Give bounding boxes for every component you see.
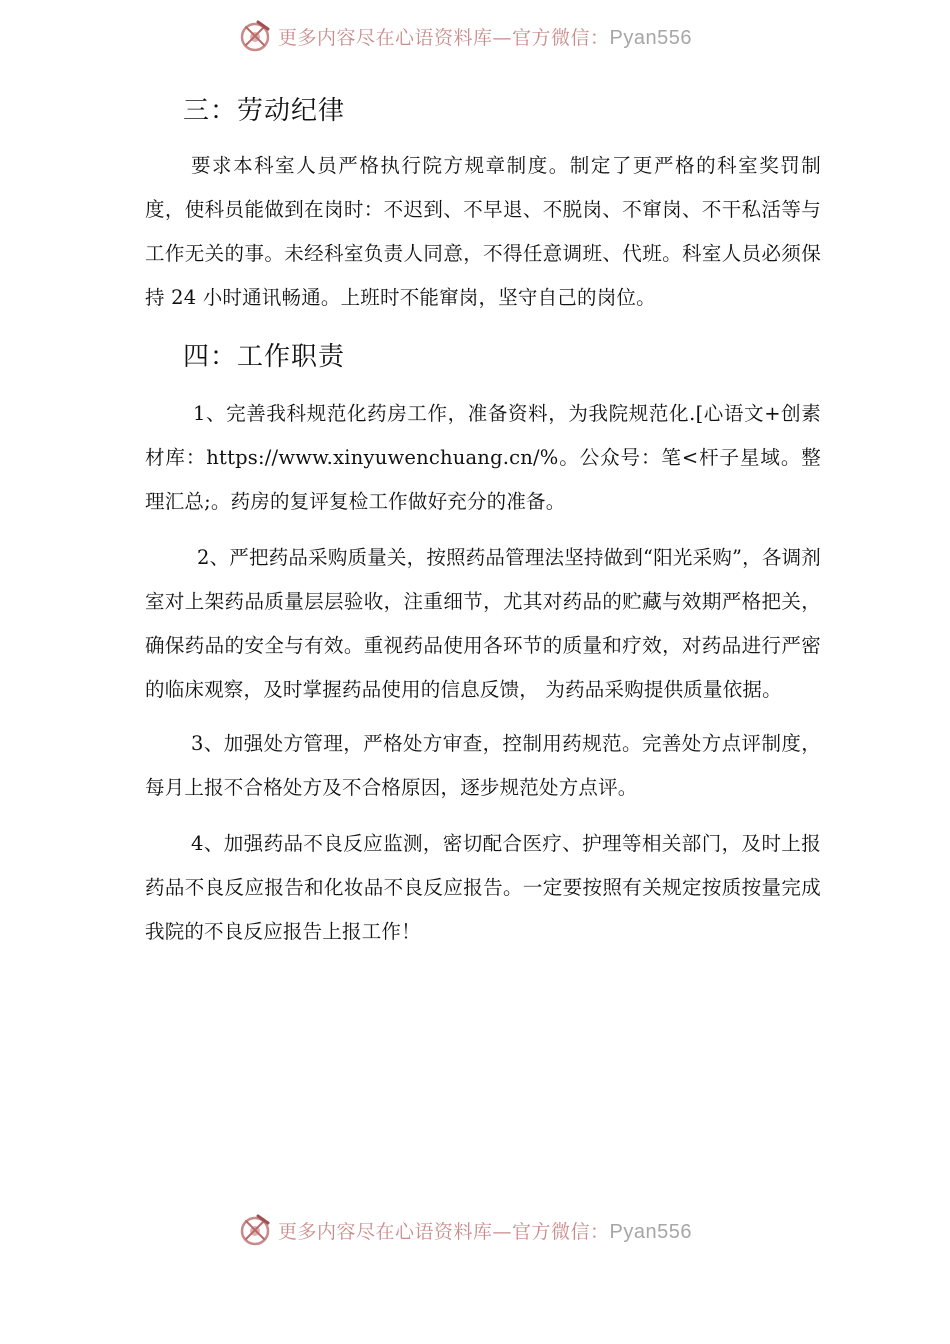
- duty-item-1: 1、完善我科规范化药房工作，准备资料，为我院规范化.[心语文+创素材库：https://www.xinyuwenchuang.cn/%。公众号：笔<杆子星域。整理汇总;。药房的复评复检工作做好充分的准备。: [145, 402, 821, 513]
- brand-logo-icon: [238, 19, 272, 53]
- wechat-id: Pyan556: [609, 1220, 692, 1243]
- header-watermark: [238, 18, 738, 54]
- brand-logo-icon: [238, 1213, 272, 1247]
- watermark-text: 更多内容尽在心语资料库—官方微信：Pyan556: [278, 26, 692, 49]
- wechat-id: Pyan556: [609, 26, 692, 49]
- duty-item-3: 3、加强处方管理，严格处方审查，控制用药规范。完善处方点评制度，每月上报不合格处方及不合格原因，逐步规范处方点评。: [145, 732, 821, 799]
- document-body: [145, 88, 821, 954]
- section-heading-duties: 四：工作职责: [183, 342, 346, 372]
- section-heading-discipline: 三：劳动纪律: [183, 96, 346, 126]
- duty-item-4: 4、加强药品不良反应监测，密切配合医疗、护理等相关部门，及时上报药品不良反应报告和化妆品不良反应报告。一定要按照有关规定按质按量完成我院的不良反应报告上报工作！: [145, 832, 821, 943]
- paragraph-discipline: 要求本科室人员严格执行院方规章制度。制定了更严格的科室奖罚制度，使科员能做到在岗时：不迟到、不早退、不脱岗、不窜岗、不干私活等与工作无关的事。未经科室负责人同意，不得任意调班、代班。科室人员必须保持 24 小时通讯畅通。上班时不能窜岗，坚守自己的岗位。: [145, 154, 821, 309]
- duty-item-2: 2、严把药品采购质量关，按照药品管理法坚持做到“阳光采购”，各调剂室对上架药品质量层层验收，注重细节，尤其对药品的贮藏与效期严格把关，确保药品的安全与有效。重视药品使用各环节的质量和疗效，对药品进行严密的临床观察，及时掌握药品使用的信息反馈， 为药品采购提供质量依据。: [145, 546, 821, 701]
- watermark-text: 更多内容尽在心语资料库—官方微信：Pyan556: [278, 1220, 692, 1243]
- footer-watermark: [238, 1212, 738, 1248]
